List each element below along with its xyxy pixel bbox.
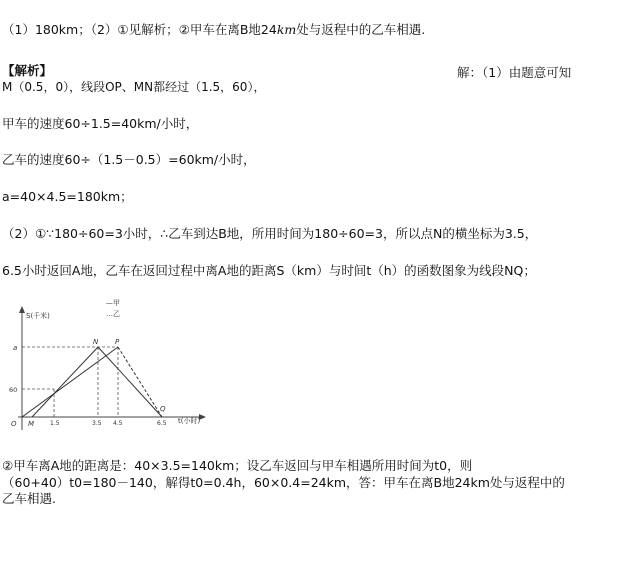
line-nq [98,347,162,417]
line-mn [32,347,98,417]
analysis-line-2: 甲车的速度60÷1.5=40km/小时， [2,116,199,131]
y-axis-arrow [19,306,25,313]
y-axis-label: S(千米) [26,312,50,320]
legend-yi: …乙 [106,310,120,318]
analysis-line-8: （60+40）t0=180－140，解得t0=0.4h，60×0.4=24km，答：甲车在离B地24km处与返程中的 [2,475,565,490]
answer-text: （1）180km；（2）①见解析；②甲车在离B地24 [2,22,277,37]
line-op [22,347,118,417]
analysis-line-7: ②甲车离A地的距离是：40×3.5=140km；设乙车返回与甲车相遇所用时间为t0，则 [2,458,473,473]
analysis-line-1: M（0.5，0），线段OP、MN都经过（1.5，60）， [2,80,266,94]
analysis-header-right: 解：（1）由题意可知 [457,65,572,80]
analysis-line-3: 乙车的速度60÷（1.5－0.5）=60km/小时， [2,152,256,167]
answer-tail: 处与返程中的乙车相遇. [296,22,426,37]
analysis-line-4: a=40×4.5=180km； [2,189,133,204]
tick-a: a [13,344,18,352]
analysis-line-9: 乙车相遇. [2,491,56,506]
analysis-line-5: （2）①∵180÷60=3小时，∴乙车到达B地，所用时间为180÷60=3，所以点N的横坐标为3.5， [2,226,538,241]
x-axis-label: t(小时) [178,417,201,425]
tick-15: 1.5 [50,420,60,427]
line-pq [118,347,162,417]
answer-unit: km [276,22,297,37]
tick-45: 4.5 [113,420,123,427]
tick-65: 6.5 [157,420,167,427]
tick-60: 60 [9,386,18,394]
analysis-header: 【解析】 [2,63,53,78]
answer-line [2,22,425,38]
label-q: Q [160,405,166,413]
label-m: M [28,420,35,428]
label-p: P [115,338,120,346]
label-origin: O [11,420,17,428]
legend-jia: —甲 [106,299,120,307]
distance-time-graph [0,292,260,442]
tick-35: 3.5 [92,420,102,427]
label-n: N [93,338,99,346]
analysis-line-6: 6.5小时返回A地，乙车在返回过程中离A地的距离S（km）与时间t（h）的函数图象为线段NQ； [2,263,536,278]
